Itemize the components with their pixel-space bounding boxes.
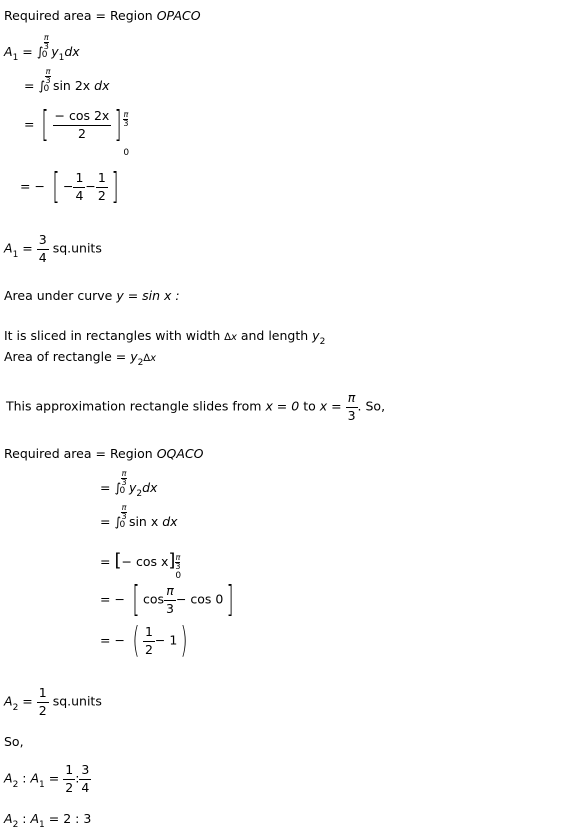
y-var: y (51, 44, 59, 59)
dx: dx (94, 78, 110, 93)
b-step-4: = − [ cos $\frac{\pi}{3}$ − cos 0] (100, 578, 234, 620)
b-step-1: = ∫ π 3 0 $y_2dx$ (100, 469, 158, 499)
unit: sq.units (52, 240, 102, 256)
area-under-curve: Area under curve y = sin x : (4, 288, 180, 303)
a1-step-3: = [ $\frac{- \cos 2x}{2}$ ] π 3 0 (24, 103, 130, 158)
fraction: $\frac{- \cos 2x}{2}$ (54, 108, 110, 141)
lower-limit: 0 (43, 84, 50, 94)
fraction-1: $\frac{1}{4}$ (75, 170, 84, 203)
a1-step-2 (24, 67, 110, 94)
region-word: Region (109, 8, 153, 23)
fraction: $\frac{\pi}{3}$ (166, 583, 174, 616)
a2-result: $A_2$ = $\frac{1}{2}$ sq.units (4, 685, 102, 718)
slice-text: It is sliced in rectangles with width ∆x and length $y_2$ (4, 328, 326, 347)
approximation-text: This approximation rectangle slides from x = 0 to x = $\frac{\pi}{3}$ . So, (6, 390, 386, 423)
so-text: So, (4, 734, 24, 749)
b-step-5: = − ( $\frac{1}{2}$ − 1) (100, 619, 188, 661)
integral: ∫ π 3 0 (36, 33, 49, 60)
upper-limit: π 3 (43, 33, 49, 51)
a1-step-4: = − [ − $\frac{1}{4}$ − $\frac{1}{2}$ ] (20, 165, 119, 207)
ratio-line-1: $A_2$ : $A_1$ = $\frac{1}{2}$ : $\frac{3}{4}$ (4, 762, 90, 795)
equals: = (24, 116, 35, 132)
integral: ∫ π 3 0 (38, 67, 51, 94)
integral: ∫ π 3 0 (114, 469, 127, 496)
fraction: $\frac{3}{4}$ (38, 232, 47, 265)
b-step-3: = [− cos x] π 3 0 (100, 550, 182, 581)
required-area-line-1 (4, 10, 201, 23)
subscript: 1 (58, 53, 65, 63)
a1-result: $A_1$ = $\frac{3}{4}$ sq.units (4, 232, 102, 265)
equals-minus: = − (20, 178, 45, 194)
fraction-2: $\frac{1}{2}$ (97, 170, 106, 203)
ratio-line-2: $A_2$ : $A_1 = 2$ : 3 (4, 811, 92, 830)
subscript: 1 (12, 53, 19, 63)
symbol-a: A (4, 44, 13, 59)
fraction: $\frac{1}{2}$ (144, 624, 153, 657)
lower-limit: 0 (41, 50, 48, 60)
equals: = (22, 44, 33, 59)
region-name: OPACO (156, 8, 201, 23)
function: sin 2x (52, 78, 91, 93)
label: Required area (4, 8, 92, 23)
equals: = (24, 78, 35, 93)
rectangle-area: Area of rectangle = $y_2\Delta x$ (4, 349, 156, 368)
fraction: $\frac{\pi}{3}$ (347, 390, 356, 423)
upper-limit: π 3 (45, 67, 51, 85)
equals: = (95, 8, 106, 23)
required-area-line-2: Required area = Region OQACO (4, 446, 204, 461)
dx: dx (64, 44, 80, 59)
fraction: $\frac{1}{2}$ (38, 685, 47, 718)
integral: ∫ π 3 0 (114, 503, 127, 530)
b-step-2: = ∫ π 3 0 sin x dx (100, 503, 178, 530)
a1-integral-line (4, 33, 80, 63)
